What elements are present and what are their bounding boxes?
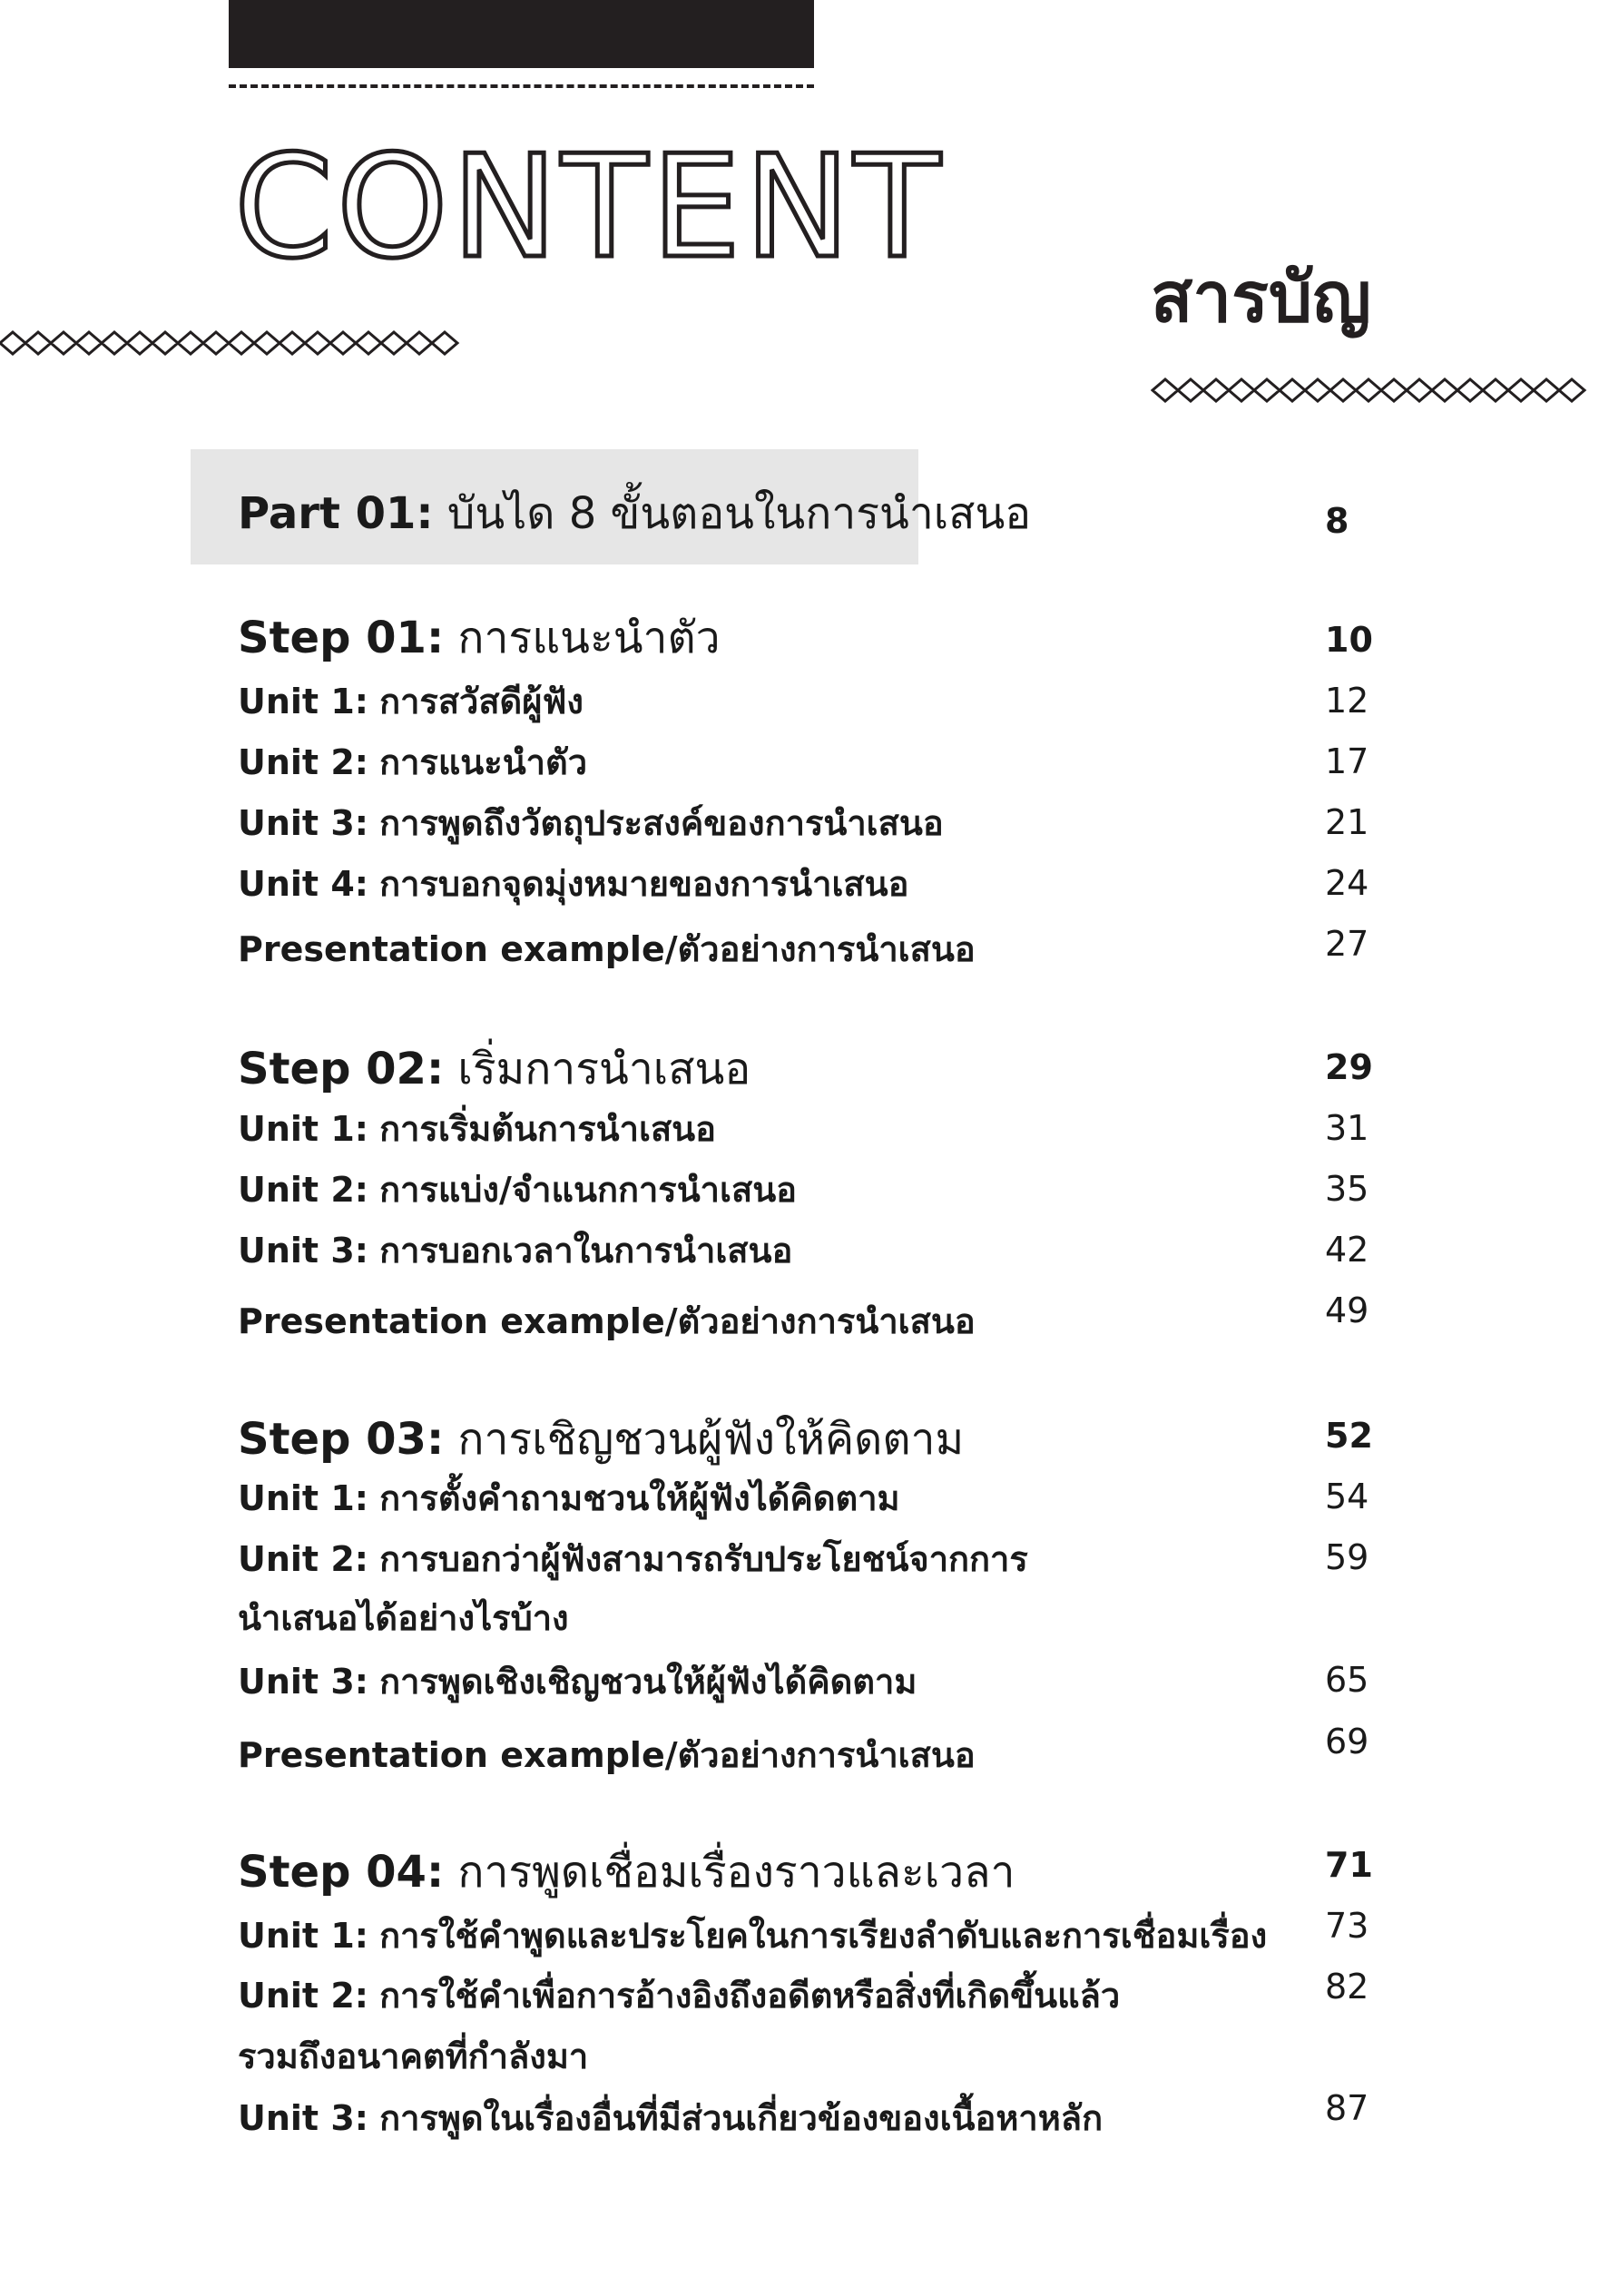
unit-title: การพูดในเรื่องอื่นที่มีส่วนเกี่ยวข้องของเนื้อหาหลัก: [379, 2098, 1104, 2138]
step-page-number: 29: [1325, 1047, 1373, 1087]
unit-page-number: 65: [1325, 1660, 1369, 1700]
unit-entry: [238, 856, 908, 911]
unit-title: การแนะนำตัว: [379, 742, 588, 782]
unit-entry: [238, 1222, 792, 1278]
unit-label: Unit 1:: [238, 1478, 368, 1518]
unit-page-number: 54: [1325, 1477, 1369, 1516]
unit-page-number: 31: [1325, 1108, 1369, 1148]
step-title: การเชิญชวนผู้ฟังให้คิดตาม: [457, 1414, 965, 1465]
zigzag-divider-left: [0, 327, 463, 359]
unit-entry-continuation: [238, 1590, 569, 1645]
example-title: ตัวอย่างการนำเสนอ: [677, 1735, 976, 1775]
step-label: Step 04:: [238, 1847, 445, 1898]
example-title: ตัวอย่างการนำเสนอ: [677, 929, 976, 969]
step-label: Step 02:: [238, 1044, 445, 1094]
unit-entry: [238, 1531, 1028, 1586]
page-title-en: CONTENT: [234, 124, 945, 289]
part-title: บันได 8 ขั้นตอนในการนำเสนอ: [446, 488, 1032, 539]
unit-label: Unit 3:: [238, 2098, 368, 2138]
unit-label: Unit 1:: [238, 1916, 368, 1956]
unit-page-number: 59: [1325, 1537, 1369, 1577]
example-page-number: 49: [1325, 1290, 1369, 1330]
step-page-number: 10: [1325, 620, 1373, 660]
unit-title-continuation: นำเสนอได้อย่างไรบ้าง: [238, 1598, 569, 1638]
step-page-number: 71: [1325, 1845, 1373, 1885]
unit-label: Unit 2:: [238, 742, 368, 782]
step-heading: [238, 1035, 750, 1104]
unit-entry: [238, 734, 587, 790]
unit-label: Unit 4:: [238, 864, 368, 904]
unit-label: Unit 2:: [238, 1170, 368, 1210]
unit-page-number: 42: [1325, 1230, 1369, 1270]
step-heading: [238, 1405, 964, 1474]
unit-title: การสวัสดีผู้ฟัง: [379, 682, 584, 721]
unit-entry: [238, 795, 944, 850]
unit-title: การบอกจุดมุ่งหมายของการนำเสนอ: [379, 864, 909, 904]
unit-title: การพูดถึงวัตถุประสงค์ของการนำเสนอ: [379, 803, 944, 843]
step-label: Step 01:: [238, 613, 445, 663]
unit-page-number: 82: [1325, 1967, 1369, 2007]
example-title: ตัวอย่างการนำเสนอ: [677, 1301, 976, 1341]
header-dashed-divider: [229, 84, 814, 88]
unit-page-number: 17: [1325, 741, 1369, 781]
unit-entry: [238, 2090, 1103, 2145]
part-page-number: 8: [1325, 501, 1349, 541]
unit-title: การบอกเวลาในการนำเสนอ: [379, 1231, 793, 1271]
step-heading: [238, 603, 721, 672]
unit-entry: [238, 673, 584, 729]
part-heading: [238, 479, 1031, 548]
step-heading: [238, 1838, 1015, 1907]
unit-title: การตั้งคำถามชวนให้ผู้ฟังได้คิดตาม: [379, 1478, 900, 1518]
page-title-th: สารบัญ: [1151, 257, 1371, 338]
unit-label: Unit 1:: [238, 1109, 368, 1149]
unit-title: การแบ่ง/จำแนกการนำเสนอ: [379, 1170, 797, 1210]
unit-label: Unit 3:: [238, 1231, 368, 1271]
unit-label: Unit 1:: [238, 682, 368, 721]
presentation-example-entry: [238, 921, 976, 976]
unit-page-number: 24: [1325, 863, 1369, 903]
unit-label: Unit 2:: [238, 1539, 368, 1579]
presentation-example-entry: [238, 1727, 976, 1782]
unit-page-number: 87: [1325, 2088, 1369, 2128]
unit-label: Unit 3:: [238, 1662, 368, 1702]
step-title: การแนะนำตัว: [457, 613, 721, 663]
unit-entry: [238, 1653, 917, 1709]
step-page-number: 52: [1325, 1416, 1373, 1456]
unit-entry: [238, 1908, 1267, 1963]
header-black-bar: [229, 0, 814, 68]
unit-page-number: 35: [1325, 1169, 1369, 1209]
example-label: Presentation example/: [238, 929, 678, 969]
presentation-example-entry: [238, 1293, 976, 1349]
unit-entry-continuation: [238, 2028, 588, 2084]
example-page-number: 69: [1325, 1722, 1369, 1761]
step-title: การพูดเชื่อมเรื่องราวและเวลา: [457, 1847, 1015, 1898]
unit-title: การใช้คำเพื่อการอ้างอิงถึงอดีตหรือสิ่งที่เกิดขึ้นแล้ว: [379, 1976, 1121, 2016]
unit-title: การบอกว่าผู้ฟังสามารถรับประโยชน์จากการ: [379, 1539, 1028, 1579]
zigzag-divider-right: [1151, 374, 1595, 407]
unit-page-number: 21: [1325, 802, 1369, 842]
unit-title: การเริ่มต้นการนำเสนอ: [379, 1109, 716, 1149]
unit-entry: [238, 1470, 900, 1526]
step-label: Step 03:: [238, 1414, 445, 1465]
unit-label: Unit 3:: [238, 803, 368, 843]
unit-entry: [238, 1101, 716, 1156]
example-label: Presentation example/: [238, 1301, 678, 1341]
example-label: Presentation example/: [238, 1735, 678, 1775]
example-page-number: 27: [1325, 924, 1369, 964]
unit-title-continuation: รวมถึงอนาคตที่กำลังมา: [238, 2036, 589, 2076]
unit-label: Unit 2:: [238, 1976, 368, 2016]
unit-page-number: 12: [1325, 681, 1369, 721]
part-label: Part 01:: [238, 488, 434, 539]
unit-page-number: 73: [1325, 1906, 1369, 1946]
unit-entry: [238, 1162, 797, 1217]
unit-entry: [238, 1967, 1120, 2023]
unit-title: การใช้คำพูดและประโยคในการเรียงลำดับและการเชื่อมเรื่อง: [379, 1916, 1268, 1956]
step-title: เริ่มการนำเสนอ: [457, 1044, 751, 1094]
unit-title: การพูดเชิงเชิญชวนให้ผู้ฟังได้คิดตาม: [379, 1662, 917, 1702]
